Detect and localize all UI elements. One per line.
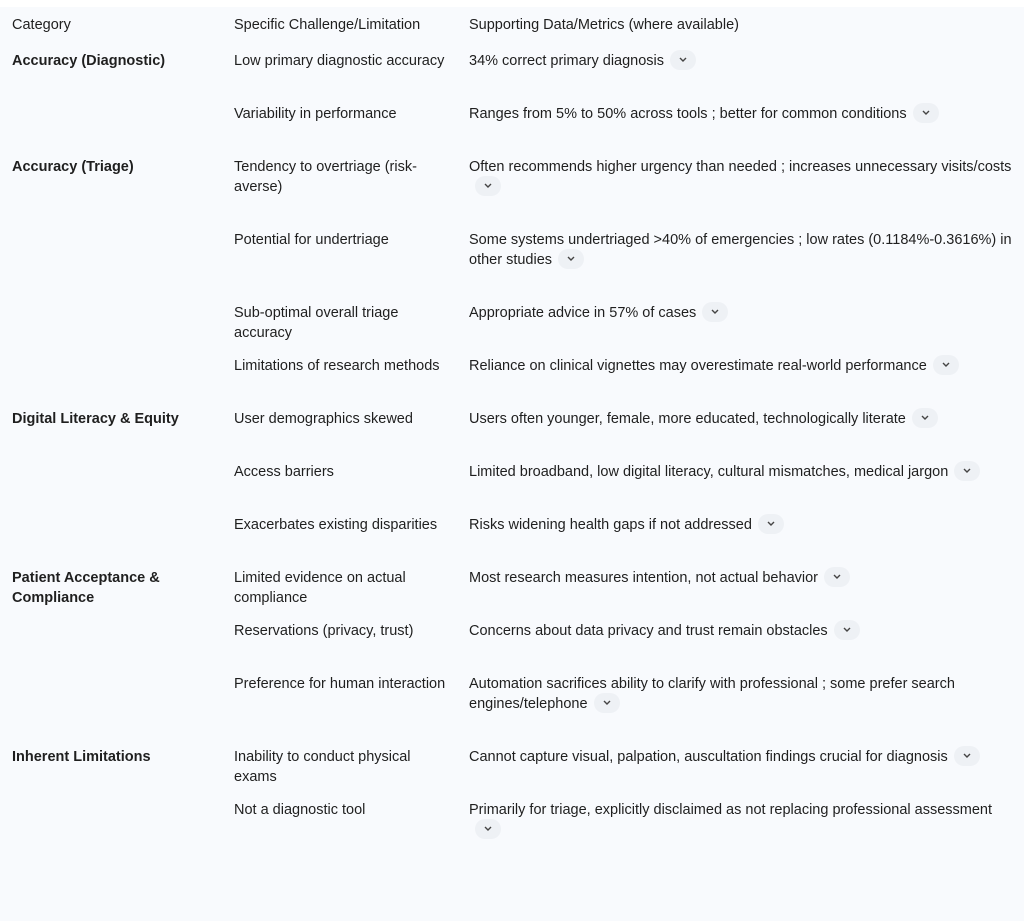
header-challenge: Specific Challenge/Limitation (234, 17, 421, 33)
expand-source-button[interactable] (912, 408, 938, 428)
table-row (0, 800, 1024, 853)
challenge-cell: Low primary diagnostic accuracy (234, 53, 445, 69)
data-cell (457, 104, 1024, 157)
data-cell (457, 515, 1024, 568)
table-row (0, 157, 1024, 230)
table-row (0, 356, 1024, 409)
data-text: Cannot capture visual, palpation, auscultation findings crucial for diagnosis (469, 749, 948, 765)
expand-source-button[interactable] (913, 103, 939, 123)
chevron-down-icon (567, 256, 575, 262)
data-text: Automation sacrifices ability to clarify with professional ; some prefer search engines/telephone (469, 676, 955, 712)
data-cell (457, 462, 1024, 515)
category-cell: Patient Acceptance & Compliance (12, 570, 160, 606)
category-cell: Inherent Limitations (12, 749, 151, 765)
table-row (0, 303, 1024, 356)
data-cell (457, 51, 1024, 104)
data-text: Often recommends higher urgency than needed ; increases unnecessary visits/costs (469, 159, 1012, 175)
expand-source-button[interactable] (824, 567, 850, 587)
challenge-cell: Potential for undertriage (234, 232, 389, 248)
data-cell (457, 747, 1024, 800)
chevron-down-icon (963, 468, 971, 474)
header-data: Supporting Data/Metrics (where available) (469, 17, 739, 33)
table-row (0, 462, 1024, 515)
top-bar (0, 0, 1024, 7)
chevron-down-icon (603, 700, 611, 706)
chevron-down-icon (843, 627, 851, 633)
data-cell (457, 568, 1024, 621)
category-cell: Digital Literacy & Equity (12, 411, 179, 427)
limitations-table (0, 7, 1024, 853)
challenge-cell: Limited evidence on actual compliance (234, 570, 406, 606)
data-text: Reliance on clinical vignettes may overestimate real-world performance (469, 358, 927, 374)
data-cell (457, 621, 1024, 674)
table-row (0, 568, 1024, 621)
data-text: Risks widening health gaps if not addressed (469, 517, 752, 533)
category-cell (0, 303, 222, 356)
table-row (0, 674, 1024, 747)
data-cell (457, 356, 1024, 409)
challenge-cell: Variability in performance (234, 106, 397, 122)
challenge-cell: Not a diagnostic tool (234, 802, 366, 818)
data-cell (457, 674, 1024, 747)
table-row (0, 104, 1024, 157)
expand-source-button[interactable] (702, 302, 728, 322)
chevron-down-icon (922, 110, 930, 116)
challenge-cell: Sub-optimal overall triage accuracy (234, 305, 399, 341)
chevron-down-icon (942, 362, 950, 368)
table-row (0, 51, 1024, 104)
data-text: Users often younger, female, more educated, technologically literate (469, 411, 906, 427)
data-text: Primarily for triage, explicitly disclaimed as not replacing professional assessment (469, 802, 993, 818)
header-row (0, 7, 1024, 51)
table-row (0, 230, 1024, 303)
category-cell (0, 230, 222, 303)
category-cell (0, 621, 222, 674)
expand-source-button[interactable] (670, 50, 696, 70)
data-cell (457, 409, 1024, 462)
expand-source-button[interactable] (758, 514, 784, 534)
header-category: Category (12, 17, 71, 33)
expand-source-button[interactable] (558, 249, 584, 269)
challenge-cell: Inability to conduct physical exams (234, 749, 411, 785)
data-cell (457, 800, 1024, 853)
expand-source-button[interactable] (954, 461, 980, 481)
table-row (0, 409, 1024, 462)
chevron-down-icon (833, 574, 841, 580)
challenge-cell: Limitations of research methods (234, 358, 440, 374)
category-cell (0, 104, 222, 157)
chevron-down-icon (767, 521, 775, 527)
category-cell (0, 462, 222, 515)
chevron-down-icon (711, 309, 719, 315)
challenge-cell: Access barriers (234, 464, 334, 480)
category-cell: Accuracy (Triage) (12, 159, 134, 175)
challenge-cell: User demographics skewed (234, 411, 413, 427)
expand-source-button[interactable] (933, 355, 959, 375)
data-text: Concerns about data privacy and trust remain obstacles (469, 623, 828, 639)
category-cell (0, 515, 222, 568)
data-text: Some systems undertriaged >40% of emergencies ; low rates (0.1184%-0.3616%) in other studies (469, 232, 1012, 268)
challenge-cell: Tendency to overtriage (risk-averse) (234, 159, 417, 195)
expand-source-button[interactable] (594, 693, 620, 713)
data-cell (457, 157, 1024, 230)
chevron-down-icon (679, 57, 687, 63)
data-text: Appropriate advice in 57% of cases (469, 305, 697, 321)
chevron-down-icon (921, 415, 929, 421)
data-cell (457, 303, 1024, 356)
category-cell (0, 800, 222, 853)
challenge-cell: Exacerbates existing disparities (234, 517, 438, 533)
chevron-down-icon (484, 183, 492, 189)
category-cell: Accuracy (Diagnostic) (12, 53, 166, 69)
chevron-down-icon (484, 826, 492, 832)
category-cell (0, 674, 222, 747)
challenge-cell: Preference for human interaction (234, 676, 446, 692)
table-row (0, 621, 1024, 674)
table-row (0, 515, 1024, 568)
challenge-cell: Reservations (privacy, trust) (234, 623, 414, 639)
data-cell (457, 230, 1024, 303)
expand-source-button[interactable] (475, 176, 501, 196)
expand-source-button[interactable] (954, 746, 980, 766)
expand-source-button[interactable] (834, 620, 860, 640)
chevron-down-icon (963, 753, 971, 759)
category-cell (0, 356, 222, 409)
expand-source-button[interactable] (475, 819, 501, 839)
data-text: Most research measures intention, not actual behavior (469, 570, 818, 586)
data-text: 34% correct primary diagnosis (469, 53, 665, 69)
data-text: Ranges from 5% to 50% across tools ; better for common conditions (469, 106, 907, 122)
table-row (0, 747, 1024, 800)
data-text: Limited broadband, low digital literacy, cultural mismatches, medical jargon (469, 464, 949, 480)
